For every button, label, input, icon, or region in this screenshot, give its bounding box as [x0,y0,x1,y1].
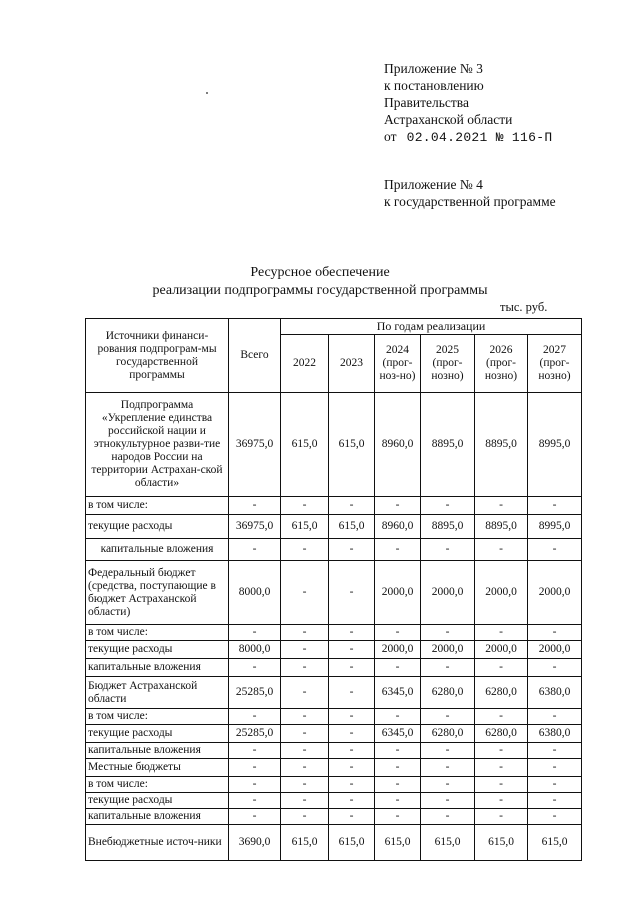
cell-2025: - [421,759,475,777]
cell-2027: 6380,0 [528,677,582,709]
cell-2025: 2000,0 [421,641,475,659]
row-source-label: текущие расходы [86,793,229,809]
cell-2023: - [329,677,375,709]
cell-2024: - [375,709,421,725]
cell-2026: - [475,759,528,777]
cell-2025: 8895,0 [421,515,475,539]
units-label: тыс. руб. [500,300,548,314]
cell-total: - [229,793,281,809]
cell-2027: - [528,777,582,793]
header-year-2022: 2022 [281,335,329,393]
cell-2026: 8895,0 [475,515,528,539]
resource-table [85,318,582,861]
table-row [86,743,582,759]
cell-total: 8000,0 [229,641,281,659]
row-source-label: в том числе: [86,777,229,793]
cell-2027: - [528,743,582,759]
row-source-label: Внебюджетные источ-ники [86,825,229,861]
cell-2027: - [528,709,582,725]
table-row [86,677,582,709]
table-row [86,561,582,625]
cell-2027: 6380,0 [528,725,582,743]
cell-2026: - [475,777,528,793]
cell-2025: - [421,659,475,677]
appendix-4-block [384,176,556,210]
cell-2027: - [528,659,582,677]
row-source-label: Местные бюджеты [86,759,229,777]
cell-2023: - [329,641,375,659]
header-by-years: По годам реализации [281,319,582,335]
cell-2024: 615,0 [375,825,421,861]
cell-2022: - [281,725,329,743]
cell-2023: - [329,561,375,625]
cell-2022: - [281,539,329,561]
cell-2024: - [375,809,421,825]
table-row [86,641,582,659]
header-sources: Источники финанси-рования подпрограм-мы государственной программы [86,319,229,393]
date-prefix: от [384,129,397,144]
cell-2024: 2000,0 [375,561,421,625]
cell-2022: - [281,709,329,725]
appendix-4-number: Приложение № 4 [384,177,483,192]
row-source-label: в том числе: [86,497,229,515]
cell-2027: 8995,0 [528,393,582,497]
cell-total: - [229,743,281,759]
cell-2027: - [528,809,582,825]
cell-2022: - [281,743,329,759]
cell-2022: 615,0 [281,515,329,539]
cell-2022: 615,0 [281,825,329,861]
cell-total: - [229,759,281,777]
header-year-2025: 2025 (прог-нозно) [421,335,475,393]
scan-speck [206,92,208,94]
cell-2023: 615,0 [329,393,375,497]
cell-2023: - [329,497,375,515]
row-source-label: текущие расходы [86,641,229,659]
cell-2027: 615,0 [528,825,582,861]
table-row [86,725,582,743]
cell-2023: 615,0 [329,515,375,539]
cell-2025: - [421,539,475,561]
cell-2025: - [421,809,475,825]
cell-total: 8000,0 [229,561,281,625]
cell-2024: 6345,0 [375,677,421,709]
cell-2027: - [528,759,582,777]
cell-2023: - [329,539,375,561]
cell-2022: - [281,793,329,809]
cell-total: 36975,0 [229,515,281,539]
title-line-1: Ресурсное обеспечение [250,265,390,280]
cell-2026: - [475,743,528,759]
cell-2027: - [528,625,582,641]
header-year-2027: 2027 (прог-нозно) [528,335,582,393]
document-title [0,264,640,300]
table-row [86,825,582,861]
table-row [86,777,582,793]
cell-total: - [229,709,281,725]
cell-total: - [229,777,281,793]
cell-2024: 6345,0 [375,725,421,743]
cell-2025: 2000,0 [421,561,475,625]
row-source-label: капитальные вложения [86,539,229,561]
cell-2027: 8995,0 [528,515,582,539]
cell-2022: - [281,561,329,625]
row-source-label: текущие расходы [86,725,229,743]
cell-2023: - [329,743,375,759]
cell-2022: - [281,677,329,709]
cell-total: - [229,625,281,641]
cell-2024: - [375,793,421,809]
row-source-label: Бюджет Астраханской области [86,677,229,709]
cell-2022: - [281,809,329,825]
cell-total: - [229,809,281,825]
table-body [86,393,582,861]
cell-2023: - [329,793,375,809]
cell-2026: 2000,0 [475,561,528,625]
table-row [86,393,582,497]
cell-2026: 6280,0 [475,725,528,743]
cell-2025: 615,0 [421,825,475,861]
table-row [86,709,582,725]
cell-2026: - [475,625,528,641]
header-year-2024: 2024 (прог-ноз-но) [375,335,421,393]
cell-2026: 6280,0 [475,677,528,709]
header-year-2026: 2026 (прог-нозно) [475,335,528,393]
cell-2025: - [421,777,475,793]
appendix-3-number: Приложение № 3 [384,61,483,76]
cell-2022: 615,0 [281,393,329,497]
cell-2022: - [281,759,329,777]
cell-2024: 2000,0 [375,641,421,659]
cell-2026: 2000,0 [475,641,528,659]
cell-2024: - [375,777,421,793]
table-row [86,497,582,515]
table-row [86,539,582,561]
appendix-3-date-line [384,128,552,146]
cell-2022: - [281,659,329,677]
table-row [86,759,582,777]
cell-2024: 8960,0 [375,515,421,539]
cell-2023: - [329,759,375,777]
cell-2025: - [421,743,475,759]
cell-2024: - [375,539,421,561]
cell-2022: - [281,641,329,659]
header-year-2023: 2023 [329,335,375,393]
cell-2024: - [375,743,421,759]
row-source-label: текущие расходы [86,515,229,539]
cell-2026: - [475,659,528,677]
cell-total: 3690,0 [229,825,281,861]
row-source-label: капитальные вложения [86,659,229,677]
cell-total: 25285,0 [229,677,281,709]
decree-date: 02.04.2021 № 116-П [406,130,553,145]
cell-2026: - [475,793,528,809]
cell-2023: - [329,659,375,677]
cell-2023: - [329,725,375,743]
row-source-label: в том числе: [86,709,229,725]
appendix-3-government: Правительства [384,95,469,110]
cell-2023: - [329,709,375,725]
cell-total: - [229,659,281,677]
cell-2024: - [375,659,421,677]
cell-2024: - [375,759,421,777]
header-total: Всего [229,319,281,393]
title-line-2: реализации подпрограммы государственной программы [152,283,488,298]
appendix-4-to-program: к государственной программе [384,194,556,209]
cell-2027: - [528,497,582,515]
cell-2025: - [421,709,475,725]
row-source-label: капитальные вложения [86,809,229,825]
cell-2025: - [421,497,475,515]
table-row [86,809,582,825]
table-header [86,319,582,393]
appendix-3-to-decree: к постановлению [384,78,484,93]
cell-2025: - [421,793,475,809]
row-source-label: Федеральный бюджет (средства, поступающие в бюджет Астраханской области) [86,561,229,625]
cell-total: - [229,497,281,515]
cell-2025: 6280,0 [421,677,475,709]
cell-2025: - [421,625,475,641]
row-source-label: капитальные вложения [86,743,229,759]
cell-2022: - [281,625,329,641]
appendix-3-region: Астраханской области [384,112,513,127]
cell-2027: - [528,793,582,809]
cell-total: 25285,0 [229,725,281,743]
cell-total: - [229,539,281,561]
cell-2023: 615,0 [329,825,375,861]
cell-2027: 2000,0 [528,641,582,659]
cell-2026: - [475,539,528,561]
cell-2026: 8895,0 [475,393,528,497]
cell-2026: - [475,497,528,515]
cell-2027: 2000,0 [528,561,582,625]
cell-2025: 8895,0 [421,393,475,497]
table-row [86,659,582,677]
table-row [86,625,582,641]
table-row [86,515,582,539]
appendix-3-block [384,60,552,146]
cell-2026: - [475,809,528,825]
cell-2024: - [375,497,421,515]
row-source-label: в том числе: [86,625,229,641]
cell-2023: - [329,777,375,793]
cell-total: 36975,0 [229,393,281,497]
cell-2024: - [375,625,421,641]
cell-2026: - [475,709,528,725]
table-row [86,793,582,809]
cell-2023: - [329,625,375,641]
cell-2022: - [281,497,329,515]
cell-2025: 6280,0 [421,725,475,743]
cell-2026: 615,0 [475,825,528,861]
row-source-label: Подпрограмма «Укрепление единства российской нации и этнокультурное разви-тие народов России на территории Астрахан-ской области» [86,393,229,497]
cell-2024: 8960,0 [375,393,421,497]
cell-2023: - [329,809,375,825]
cell-2022: - [281,777,329,793]
cell-2027: - [528,539,582,561]
